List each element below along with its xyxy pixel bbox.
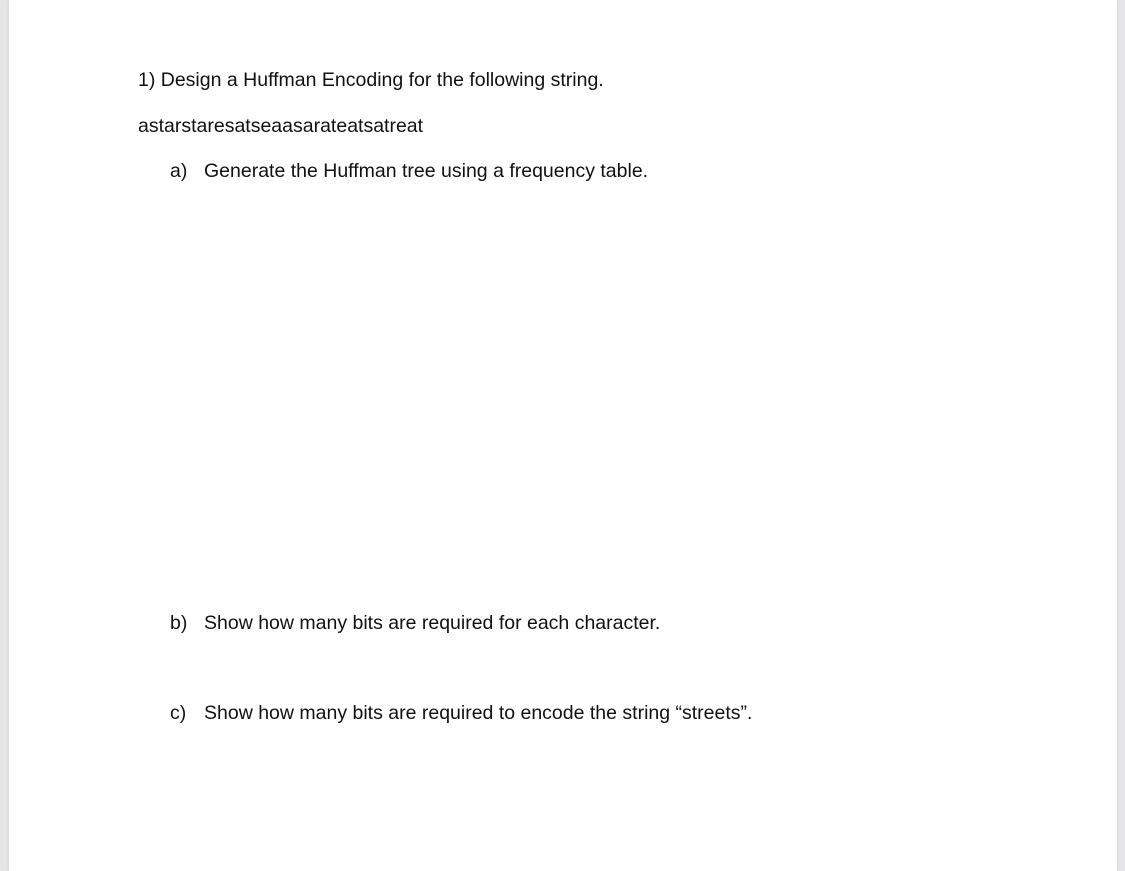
input-string: astarstaresatseaasarateatsatreat (138, 115, 424, 137)
part-a-text: Generate the Huffman tree using a frequency table. (204, 160, 649, 182)
part-c (170, 704, 752, 724)
part-a (170, 162, 648, 182)
part-c-text: Show how many bits are required to encode the string “streets”. (204, 702, 753, 724)
document-page (9, 0, 1117, 871)
part-b-marker: b) (170, 612, 188, 634)
question-title: 1) Design a Huffman Encoding for the following string. (138, 69, 604, 91)
part-b-text: Show how many bits are required for each character. (204, 612, 661, 634)
part-a-marker: a) (170, 160, 188, 182)
part-c-marker: c) (170, 702, 187, 724)
part-b (170, 614, 660, 634)
